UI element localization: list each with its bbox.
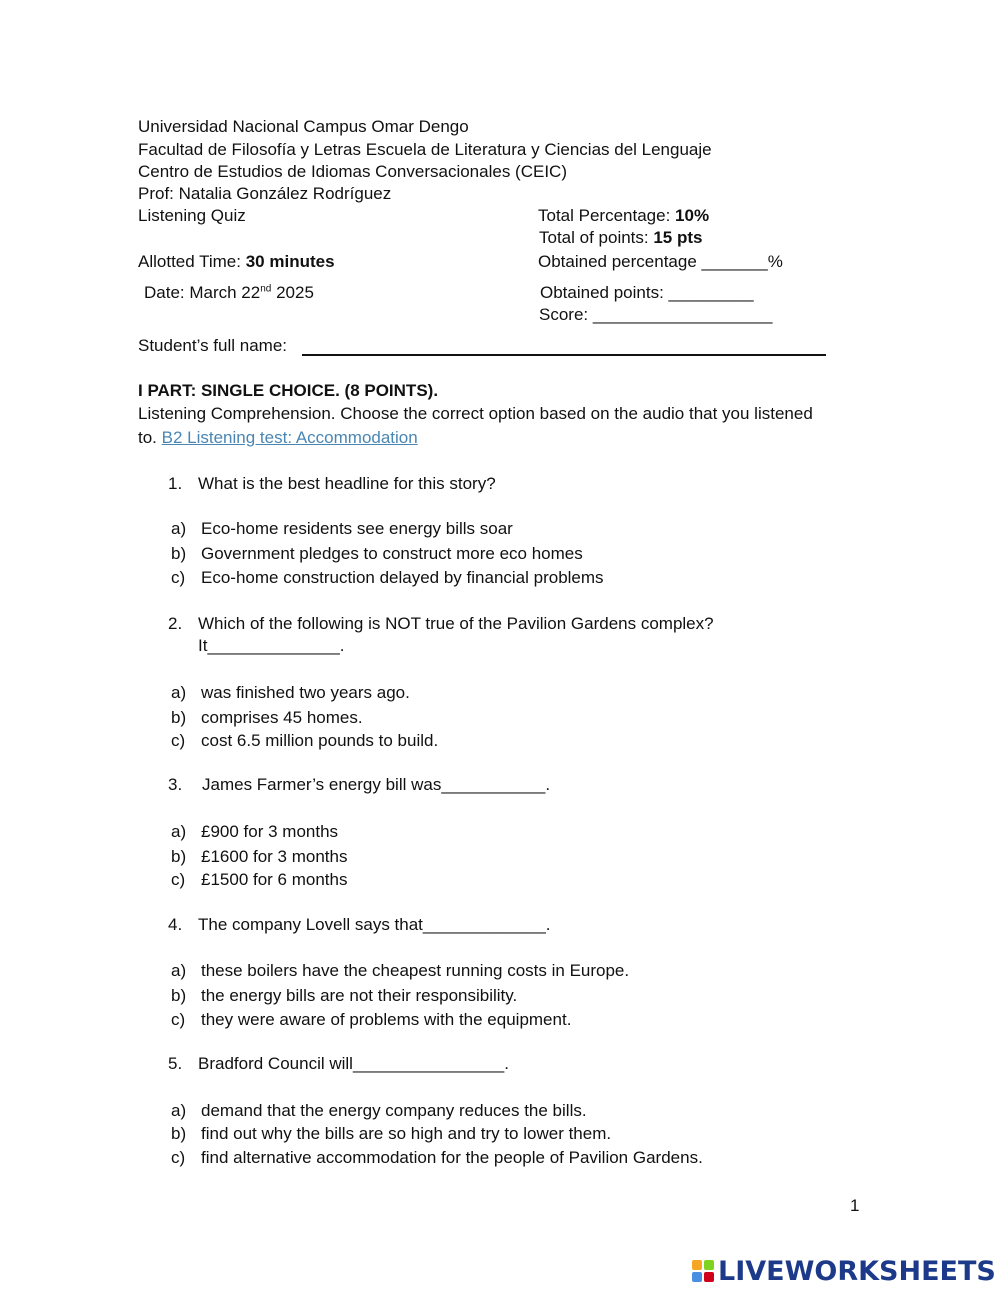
- question-number: 3.: [168, 775, 183, 794]
- option-text: demand that the energy company reduces the bills.: [201, 1101, 587, 1120]
- date-year: 2025: [271, 283, 314, 302]
- option-1b[interactable]: [171, 543, 583, 565]
- quiz-title: Listening Quiz: [138, 206, 246, 225]
- center-name: Centro de Estudios de Idiomas Conversacionales (CEIC): [138, 162, 567, 181]
- total-points-value: 15 pts: [653, 228, 703, 247]
- option-text: £1600 for 3 months: [201, 847, 348, 866]
- option-letter: a): [171, 683, 187, 702]
- option-4b[interactable]: [171, 985, 517, 1007]
- option-text: Government pledges to construct more eco homes: [201, 544, 583, 563]
- option-5a[interactable]: [171, 1100, 587, 1122]
- liveworksheets-logo[interactable]: [692, 1256, 996, 1286]
- question-2-blank[interactable]: It______________.: [198, 636, 345, 655]
- option-letter: b): [171, 544, 187, 563]
- question-number: 5.: [168, 1054, 183, 1073]
- option-1a[interactable]: [171, 518, 513, 540]
- option-5b[interactable]: [171, 1123, 611, 1145]
- logo-block-icon: [692, 1260, 702, 1270]
- question-text[interactable]: The company Lovell says that_____________.: [198, 915, 551, 934]
- logo-block-icon: [704, 1260, 714, 1270]
- option-text: £1500 for 6 months: [201, 870, 348, 889]
- option-2b[interactable]: [171, 707, 363, 729]
- question-number: 4.: [168, 915, 183, 934]
- professor-name: Prof: Natalia González Rodríguez: [138, 184, 392, 203]
- option-text: Eco-home residents see energy bills soar: [201, 519, 513, 538]
- logo-blocks-icon: [692, 1260, 714, 1282]
- question-text: Which of the following is NOT true of the Pavilion Gardens complex?: [198, 614, 714, 633]
- part1-instructions: Listening Comprehension. Choose the correct option based on the audio that you listened: [138, 404, 813, 423]
- student-name-label: Student’s full name:: [138, 336, 287, 355]
- option-letter: b): [171, 986, 187, 1005]
- question-number: 1.: [168, 474, 183, 493]
- logo-text: LIVEWORKSHEETS: [718, 1255, 996, 1287]
- page-number: 1: [850, 1196, 860, 1215]
- question-2: [168, 613, 714, 635]
- option-1c[interactable]: [171, 567, 604, 589]
- option-letter: c): [171, 1010, 186, 1029]
- allotted-time-value: 30 minutes: [245, 252, 335, 271]
- option-letter: c): [171, 731, 186, 750]
- part1-title: I PART: SINGLE CHOICE. (8 POINTS).: [138, 381, 439, 400]
- total-points-label: Total of points:: [539, 228, 654, 247]
- question-1: [168, 473, 496, 495]
- option-letter: a): [171, 519, 187, 538]
- instructions-prefix: to.: [138, 428, 162, 447]
- option-text: they were aware of problems with the equipment.: [201, 1010, 572, 1029]
- faculty-name: Facultad de Filosofía y Letras Escuela de Literatura y Ciencias del Lenguaje: [138, 140, 712, 159]
- total-percentage-value: 10%: [675, 206, 710, 225]
- option-text: comprises 45 homes.: [201, 708, 363, 727]
- option-3a[interactable]: [171, 821, 338, 843]
- option-text: £900 for 3 months: [201, 822, 339, 841]
- option-text: the energy bills are not their responsibility.: [201, 986, 518, 1005]
- part1-instructions-line2: [138, 427, 418, 449]
- option-text: find out why the bills are so high and try to lower them.: [201, 1124, 612, 1143]
- option-3c[interactable]: [171, 869, 347, 891]
- option-letter: b): [171, 847, 187, 866]
- option-text: these boilers have the cheapest running costs in Europe.: [201, 961, 630, 980]
- question-text[interactable]: Bradford Council will________________.: [198, 1054, 509, 1073]
- quiz-date: [144, 282, 314, 304]
- option-letter: b): [171, 708, 187, 727]
- audio-link[interactable]: B2 Listening test: Accommodation: [161, 428, 418, 447]
- date-prefix: Date: March 22: [144, 283, 261, 302]
- option-5c[interactable]: [171, 1147, 703, 1169]
- option-letter: a): [171, 961, 187, 980]
- allotted-time-label: Allotted Time:: [138, 252, 246, 271]
- student-name-field[interactable]: [302, 354, 826, 356]
- question-text: What is the best headline for this story?: [198, 474, 496, 493]
- option-text: was finished two years ago.: [201, 683, 410, 702]
- option-text: find alternative accommodation for the people of Pavilion Gardens.: [201, 1148, 703, 1167]
- total-points: [539, 227, 702, 249]
- total-percentage-label: Total Percentage:: [538, 206, 676, 225]
- university-name: Universidad Nacional Campus Omar Dengo: [138, 117, 469, 136]
- option-text: cost 6.5 million pounds to build.: [201, 731, 439, 750]
- option-3b[interactable]: [171, 846, 347, 868]
- option-4c[interactable]: [171, 1009, 571, 1031]
- option-2c[interactable]: [171, 730, 438, 752]
- question-number: 2.: [168, 614, 183, 633]
- score[interactable]: Score: ___________________: [539, 305, 773, 324]
- allotted-time: [138, 251, 335, 273]
- option-text: Eco-home construction delayed by financial problems: [201, 568, 604, 587]
- logo-block-icon: [704, 1272, 714, 1282]
- option-4a[interactable]: [171, 960, 629, 982]
- obtained-percentage[interactable]: Obtained percentage _______%: [538, 252, 783, 271]
- question-4: [168, 914, 551, 936]
- obtained-points[interactable]: Obtained points: _________: [540, 283, 754, 302]
- question-5: [168, 1053, 509, 1075]
- date-suffix: nd: [260, 283, 272, 295]
- option-letter: b): [171, 1124, 187, 1143]
- option-letter: c): [171, 568, 186, 587]
- option-letter: c): [171, 1148, 186, 1167]
- question-3: [168, 774, 550, 796]
- total-percentage: [538, 205, 709, 227]
- logo-block-icon: [692, 1272, 702, 1282]
- option-2a[interactable]: [171, 682, 410, 704]
- option-letter: a): [171, 1101, 187, 1120]
- question-text[interactable]: James Farmer’s energy bill was___________.: [202, 775, 551, 794]
- option-letter: c): [171, 870, 186, 889]
- option-letter: a): [171, 822, 187, 841]
